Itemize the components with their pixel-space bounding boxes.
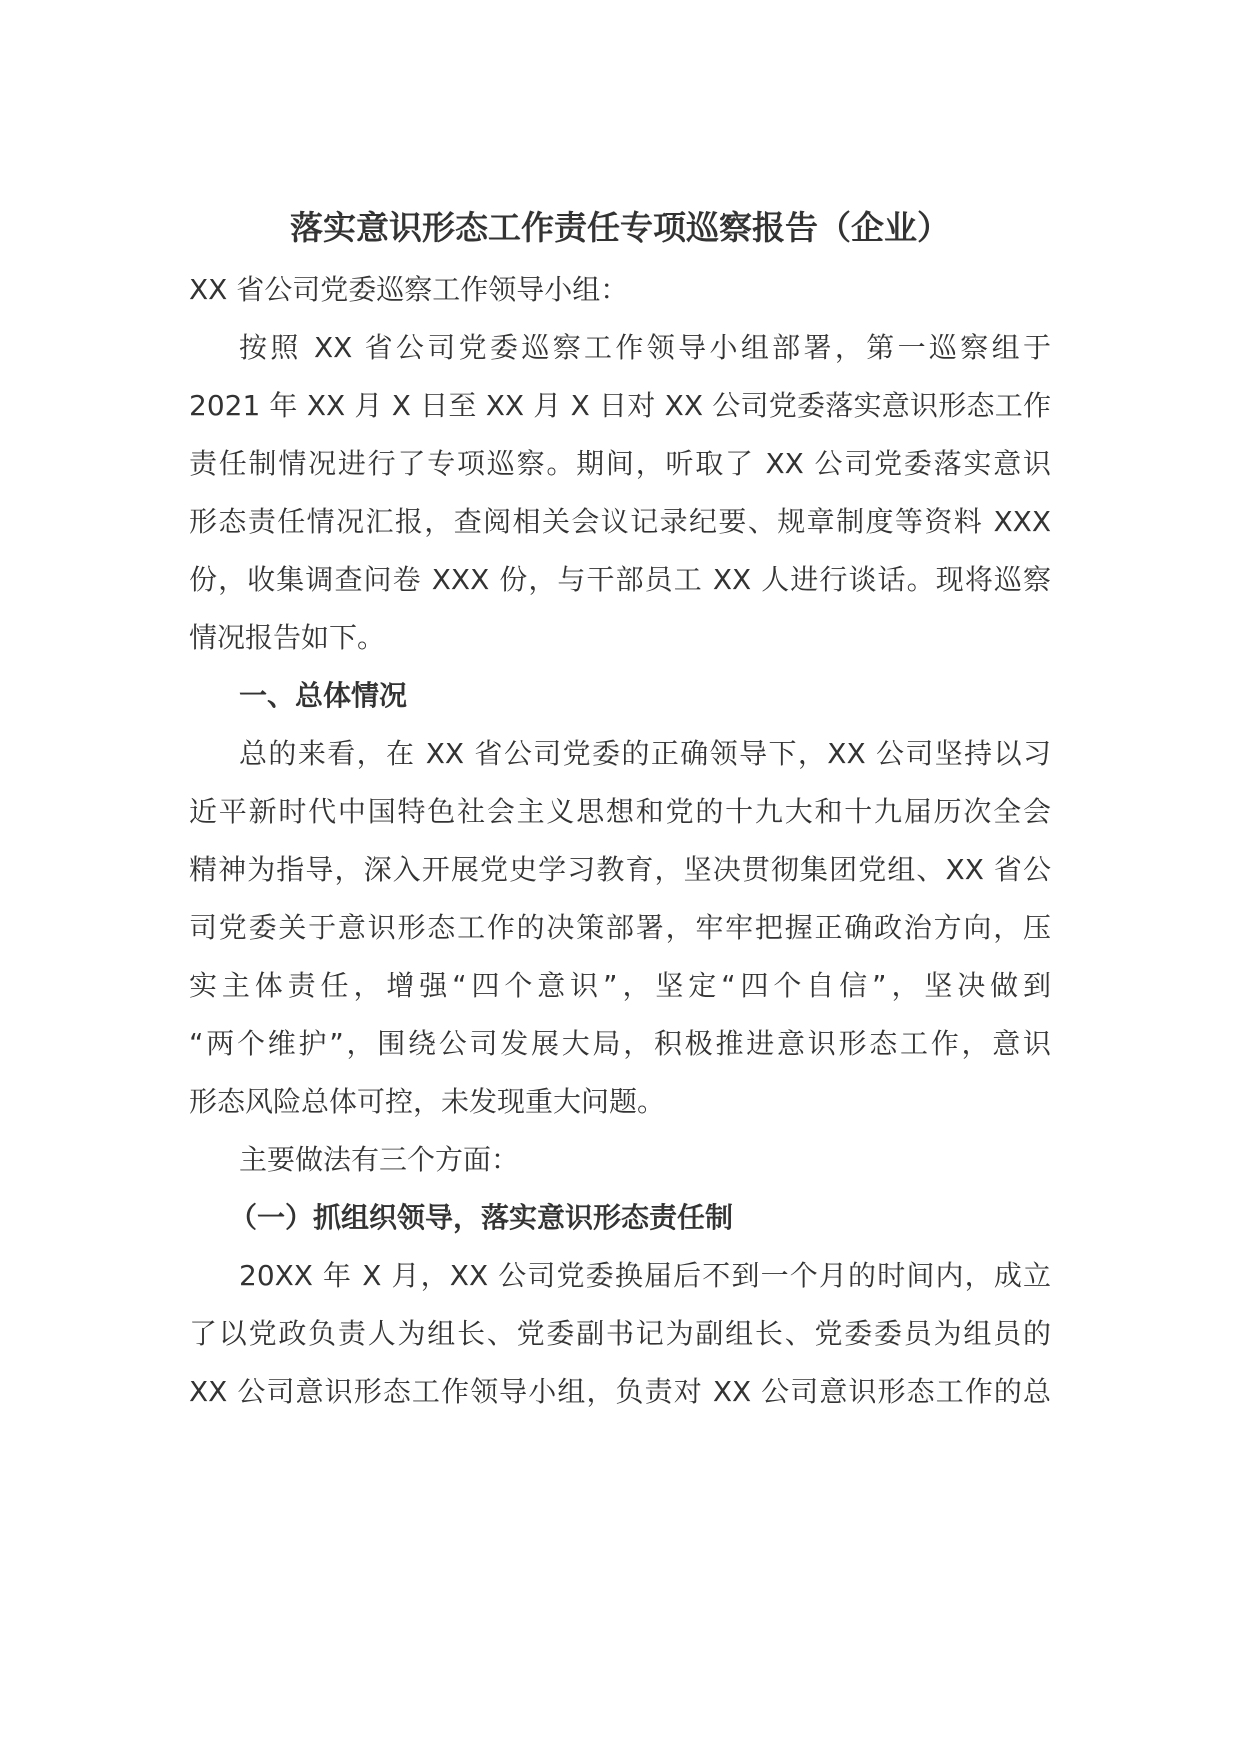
- paragraph-line: 按照 XX 省公司党委巡察工作领导小组部署，第一巡察组于: [239, 331, 1051, 364]
- paragraph-line: XX 公司意识形态工作领导小组，负责对 XX 公司意识形态工作的总: [189, 1375, 1051, 1408]
- paragraph-line: “两个维护”，围绕公司发展大局，积极推进意识形态工作，意识: [189, 1027, 1051, 1060]
- paragraph-line: 近平新时代中国特色社会主义思想和党的十九大和十九届历次全会: [189, 795, 1051, 828]
- paragraph-line: 主要做法有三个方面：: [239, 1143, 520, 1176]
- section-heading: 一、总体情况: [239, 679, 408, 712]
- paragraph-line: 总的来看，在 XX 省公司党委的正确领导下，XX 公司坚持以习: [239, 737, 1051, 770]
- document-title: 落实意识形态工作责任专项巡察报告（企业）: [290, 208, 950, 247]
- paragraph-line: 精神为指导，深入开展党史学习教育，坚决贯彻集团党组、XX 省公: [189, 853, 1051, 886]
- salutation-line: XX 省公司党委巡察工作领导小组：: [189, 273, 629, 306]
- paragraph-line: 了以党政负责人为组长、党委副书记为副组长、党委委员为组员的: [189, 1317, 1051, 1350]
- paragraph-line: 情况报告如下。: [189, 621, 386, 654]
- paragraph-line: 实主体责任，增强“四个意识”，坚定“四个自信”，坚决做到: [189, 969, 1051, 1002]
- paragraph-line: 20XX 年 X 月，XX 公司党委换届后不到一个月的时间内，成立: [239, 1259, 1051, 1292]
- subsection-heading: （一）抓组织领导，落实意识形态责任制: [229, 1201, 734, 1234]
- paragraph-line: 司党委关于意识形态工作的决策部署，牢牢把握正确政治方向，压: [189, 911, 1051, 944]
- paragraph-line: 形态责任情况汇报，查阅相关会议记录纪要、规章制度等资料 XXX: [189, 505, 1051, 538]
- paragraph-line: 责任制情况进行了专项巡察。期间，听取了 XX 公司党委落实意识: [189, 447, 1051, 480]
- paragraph-line: 份，收集调查问卷 XXX 份，与干部员工 XX 人进行谈话。现将巡察: [189, 563, 1051, 596]
- paragraph-line: 2021 年 XX 月 X 日至 XX 月 X 日对 XX 公司党委落实意识形态工作: [189, 389, 1051, 422]
- paragraph-line: 形态风险总体可控，未发现重大问题。: [189, 1085, 666, 1118]
